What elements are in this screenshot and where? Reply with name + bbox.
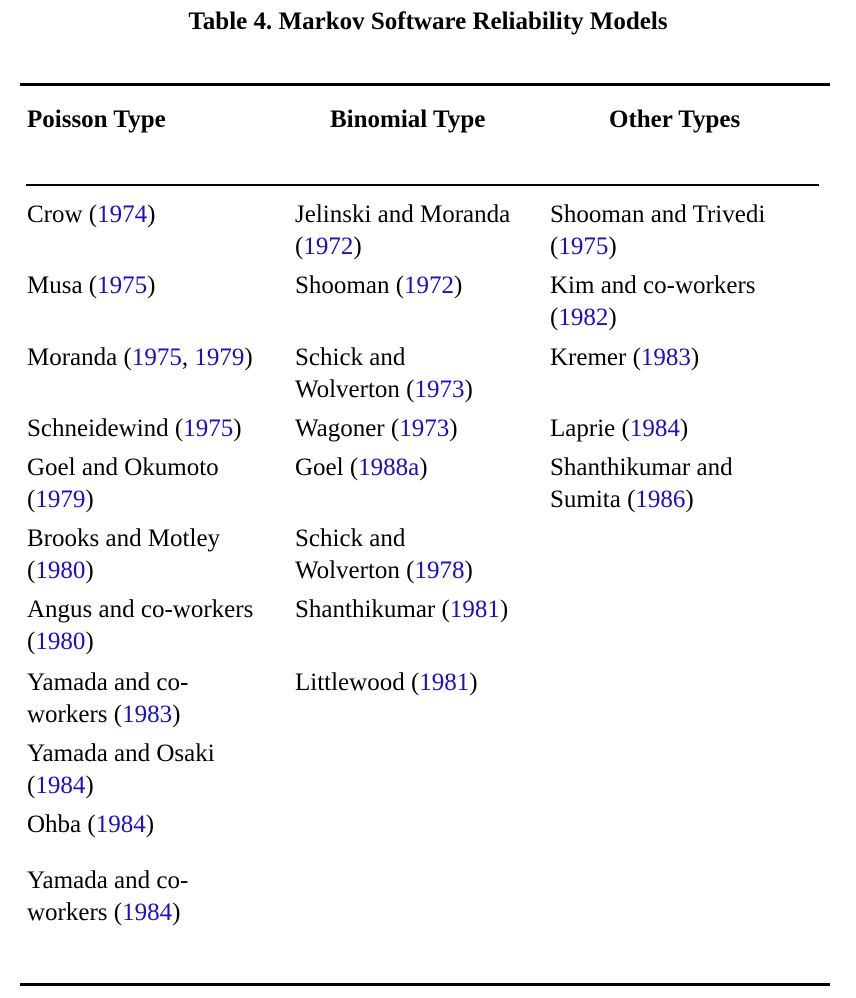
citation-year-link[interactable]: 1983 <box>122 701 173 728</box>
cell-line <box>550 342 825 374</box>
cell-text: ) <box>464 376 473 403</box>
cell-text: ) <box>147 201 156 228</box>
table-cell <box>27 413 289 445</box>
cell-text: ( <box>27 772 36 799</box>
cell-text: Wolverton ( <box>295 557 415 584</box>
table-cell <box>295 413 545 445</box>
cell-text: Wolverton ( <box>295 376 415 403</box>
citation-year-link[interactable]: 1980 <box>35 557 86 584</box>
cell-text: ) <box>172 701 181 728</box>
cell-text: Littlewood ( <box>295 669 420 696</box>
citation-year-link[interactable]: 1979 <box>35 486 86 513</box>
cell-line <box>27 484 289 516</box>
cell-text: Musa ( <box>27 272 98 299</box>
cell-line <box>295 199 545 231</box>
table-cell <box>295 523 545 587</box>
table-cell <box>27 523 289 587</box>
citation-year-link[interactable]: 1983 <box>640 344 691 371</box>
cell-line <box>27 897 289 929</box>
cell-text: ) <box>608 233 617 260</box>
table-cell <box>27 452 289 516</box>
cell-line <box>27 667 289 699</box>
cell-line <box>550 231 825 263</box>
table-cell <box>27 809 289 841</box>
cell-line <box>27 865 289 897</box>
cell-text: , <box>181 344 195 371</box>
cell-text: ) <box>85 628 94 655</box>
cell-text: ) <box>679 415 689 442</box>
cell-line <box>295 270 545 302</box>
column-header-poisson: Poisson Type <box>27 106 166 133</box>
cell-text: ( <box>295 233 304 260</box>
citation-year-link[interactable]: 1978 <box>414 557 465 584</box>
table-title: Table 4. Markov Software Reliability Models <box>188 8 668 35</box>
cell-text: ) <box>690 344 700 371</box>
cell-text: ) <box>419 454 428 481</box>
cell-line <box>27 594 289 626</box>
cell-text: Crow ( <box>27 201 98 228</box>
table-cell <box>550 199 825 263</box>
cell-line <box>27 555 289 587</box>
cell-line <box>295 523 545 555</box>
cell-text: Wagoner ( <box>295 415 400 442</box>
cell-text: ) <box>353 233 362 260</box>
cell-text: Yamada and Osaki <box>27 740 215 767</box>
cell-text: Ohba ( <box>27 811 96 838</box>
cell-line <box>550 452 825 484</box>
cell-text: ) <box>145 811 155 838</box>
bottom-rule <box>20 983 830 986</box>
cell-text: Goel and Okumoto <box>27 454 219 481</box>
cell-line <box>550 270 825 302</box>
cell-line <box>295 594 545 626</box>
cell-text: ) <box>454 272 463 299</box>
cell-text: ) <box>85 486 94 513</box>
cell-line <box>27 523 289 555</box>
citation-year-link[interactable]: 1972 <box>404 272 455 299</box>
cell-text: ) <box>85 772 94 799</box>
cell-line <box>27 699 289 731</box>
table-cell <box>295 452 545 484</box>
cell-text: ) <box>172 899 181 926</box>
cell-text: Shooman and Trivedi <box>550 201 766 228</box>
cell-text: ) <box>233 415 242 442</box>
cell-line <box>295 555 545 587</box>
table-cell <box>27 738 289 802</box>
citation-year-link[interactable]: 1981 <box>419 669 470 696</box>
cell-text: ) <box>685 486 694 513</box>
cell-text: Sumita ( <box>550 486 636 513</box>
cell-text: Laprie ( <box>550 415 630 442</box>
cell-line <box>27 626 289 658</box>
cell-line <box>27 738 289 770</box>
table-cell <box>550 452 825 516</box>
cell-text: Jelinski and Moranda <box>295 201 511 228</box>
cell-line <box>295 342 545 374</box>
cell-line <box>295 374 545 406</box>
citation-year-link[interactable]: 1984 <box>629 415 680 442</box>
table-cell <box>295 594 545 626</box>
table-cell <box>550 270 825 334</box>
cell-line <box>27 199 289 231</box>
cell-line <box>295 413 545 445</box>
table-cell <box>295 199 545 263</box>
cell-text: ( <box>550 304 559 331</box>
cell-text: workers ( <box>27 701 123 728</box>
citation-year-link[interactable]: 1975 <box>558 233 609 260</box>
cell-text: ) <box>147 272 156 299</box>
cell-line <box>27 809 289 841</box>
citation-year-link[interactable]: 1975 <box>97 272 148 299</box>
cell-text: Kim and co-workers <box>550 272 756 299</box>
column-header-binomial: Binomial Type <box>330 106 486 133</box>
citation-year-link[interactable]: 1984 <box>35 772 86 799</box>
citation-year-link[interactable]: 1975 <box>131 344 182 371</box>
citation-year-link[interactable]: 1973 <box>399 415 450 442</box>
cell-line <box>295 452 545 484</box>
cell-text: Brooks and Motley <box>27 525 221 552</box>
citation-year-link[interactable]: 1980 <box>35 628 86 655</box>
table-cell <box>27 594 289 658</box>
cell-text: Schneidewind ( <box>27 415 184 442</box>
header-rule <box>26 184 819 186</box>
cell-text: Yamada and co- <box>27 669 189 696</box>
cell-line <box>27 413 289 445</box>
citation-year-link[interactable]: 1984 <box>122 899 173 926</box>
cell-text: ) <box>244 344 253 371</box>
cell-line <box>550 413 825 445</box>
cell-text: ) <box>608 304 617 331</box>
cell-text: ( <box>27 486 36 513</box>
cell-text: Goel ( <box>295 454 359 481</box>
citation-year-link[interactable]: 1982 <box>558 304 609 331</box>
table-cell <box>295 270 545 302</box>
cell-text: ) <box>85 557 94 584</box>
table-cell <box>550 413 825 445</box>
table-cell <box>27 865 289 929</box>
cell-text: ( <box>550 233 559 260</box>
table-cell <box>295 667 545 699</box>
citation-year-link[interactable]: 1984 <box>95 811 146 838</box>
cell-text: Kremer ( <box>550 344 641 371</box>
table-cell <box>27 199 289 231</box>
table-cell <box>27 270 289 302</box>
cell-line <box>27 452 289 484</box>
cell-text: workers ( <box>27 899 123 926</box>
citation-year-link[interactable]: 1979 <box>194 344 245 371</box>
cell-text: ( <box>27 557 36 584</box>
citation-year-link[interactable]: 1988a <box>358 454 420 481</box>
cell-text: Angus and co-workers <box>27 596 254 623</box>
citation-year-link[interactable]: 1974 <box>97 201 148 228</box>
cell-line <box>295 667 545 699</box>
cell-text: Schick and <box>295 344 406 371</box>
cell-text: ) <box>464 557 473 584</box>
cell-text: Shanthikumar ( <box>295 596 450 623</box>
citation-year-link[interactable]: 1975 <box>183 415 234 442</box>
citation-year-link[interactable]: 1986 <box>635 486 686 513</box>
cell-text: ) <box>449 415 458 442</box>
cell-line <box>550 484 825 516</box>
cell-text: Shooman ( <box>295 272 405 299</box>
cell-text: Moranda ( <box>27 344 132 371</box>
citation-year-link[interactable]: 1981 <box>449 596 500 623</box>
top-rule <box>20 83 830 86</box>
citation-year-link[interactable]: 1972 <box>303 233 354 260</box>
cell-line <box>550 199 825 231</box>
cell-text: ) <box>469 669 478 696</box>
cell-text: ( <box>27 628 36 655</box>
cell-line <box>27 342 289 374</box>
cell-text: ) <box>499 596 509 623</box>
cell-text: Shanthikumar and <box>550 454 733 481</box>
cell-text: Schick and <box>295 525 406 552</box>
cell-line <box>295 231 545 263</box>
table-cell <box>550 342 825 374</box>
cell-line <box>27 270 289 302</box>
table-cell <box>295 342 545 406</box>
table-cell <box>27 342 289 374</box>
cell-text: Yamada and co- <box>27 867 189 894</box>
citation-year-link[interactable]: 1973 <box>414 376 465 403</box>
table-cell <box>27 667 289 731</box>
column-header-other: Other Types <box>609 106 741 133</box>
cell-line <box>27 770 289 802</box>
cell-line <box>550 302 825 334</box>
